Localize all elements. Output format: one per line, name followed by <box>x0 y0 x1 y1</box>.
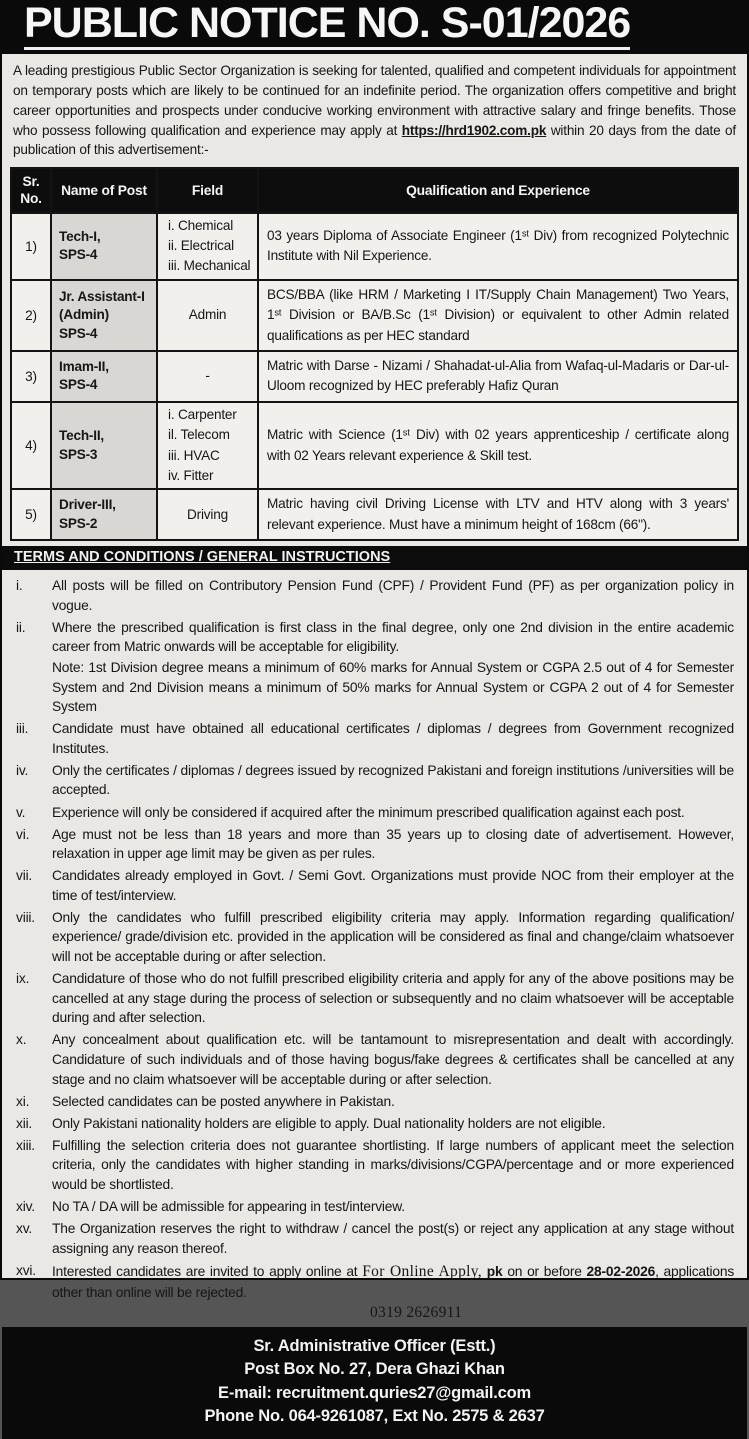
term-xvi-part2: on or before <box>507 1263 582 1279</box>
term-item-vi <box>16 825 734 864</box>
row-field: i. Carpenter il. Telecom iii. HVAC iv. Fitter <box>157 402 258 490</box>
term-item-xiv <box>16 1197 734 1217</box>
term-item-xvi <box>16 1261 734 1325</box>
term-numeral: i. <box>16 578 23 594</box>
row-qualification: Matric having civil Driving License with LTV and HTV along with 3 years' relevant experience. Must have a minimum height of 168cm (66"). <box>258 489 738 540</box>
row-sr-no: 3) <box>11 351 51 402</box>
term-numeral: vi. <box>16 826 30 842</box>
row-qualification: Matric with Darse - Nizami / Shahadat-ul-Alia from Wafaq-ul-Madaris or Dar-ul-Uloom recognized by HEC preferably Hafiz Quran <box>258 351 738 402</box>
intro-text-after-link: within 20 days from the date of publication of this advertisement:- <box>13 122 736 158</box>
term-text: Only the candidates who fulfill prescribed eligibility criteria may apply. Information regarding qualification/ experience/ grade/division etc. provided in the application will be considered as final and change/claim whatsoever will not be acceptable during or after selection. <box>52 909 734 965</box>
term-text: Age must not be less than 18 years and more than 35 years up to closing date of advertisement. However, relaxation in upper age limit may be given as per rules. <box>52 826 734 862</box>
posts-table <box>10 167 739 541</box>
term-item-v <box>16 803 734 823</box>
term-text-main: Where the prescribed qualification is first class in the final degree, only one 2nd division in the entire academic career from Matric onwards will be acceptable for eligibility. <box>52 619 734 655</box>
terms-heading: TERMS AND CONDITIONS / GENERAL INSTRUCTIONS <box>14 549 391 566</box>
table-row <box>11 489 738 540</box>
term-text: Candidature of those who do not fulfill prescribed eligibility criteria and apply for any of the above positions may be cancelled at any stage during the process of selection or subsequently and no claim whatsoever will be acceptable during and after selection. <box>52 971 734 1026</box>
closing-date: 28-02-2026 <box>586 1263 656 1279</box>
term-text: Selected candidates can be posted anywhere in Pakistan. <box>52 1093 395 1109</box>
term-text: All posts will be filled on Contributory Pension Fund (CPF) / Provident Fund (PF) as per organization policy in vogue. <box>52 578 734 613</box>
term-text: Only Pakistani nationality holders are eligible to apply. Dual nationality holders are not eligible. <box>52 1115 606 1131</box>
row-qualification: BCS/BBA (like HRM / Marketing I IT/Supply Chain Management) Two Years, 1ˢᵗ Division or BA/B.Sc (1ˢᵗ Division) or equivalent to other Admin related qualifications as per HEC standard <box>258 280 738 351</box>
col-header-name-of-post: Name of Post <box>51 168 157 212</box>
row-qualification: 03 years Diploma of Associate Engineer (1ˢᵗ Div) from recognized Polytechnic Institute with Nil Experience. <box>258 213 738 280</box>
term-numeral: xvi. <box>16 1262 36 1278</box>
term-item-xi <box>16 1092 734 1112</box>
term-numeral: viii. <box>16 909 35 925</box>
row-post-name: Tech-I, SPS-4 <box>51 213 157 280</box>
term-item-ix <box>16 969 734 1028</box>
term-item-iv <box>16 761 734 800</box>
term-xvi-pk: pk <box>486 1263 503 1279</box>
term-xvi-part3: , applications other than online will be rejected. <box>52 1263 735 1300</box>
row-post-name: Imam-II, SPS-4 <box>51 351 157 402</box>
row-field: Driving <box>157 489 258 540</box>
term-text <box>52 618 734 717</box>
term-text: Candidate must have obtained all educational certificates / diplomas / degrees from Government recognized Institutes. <box>52 721 734 756</box>
footer-officer-title: Sr. Administrative Officer (Estt.) <box>253 1336 496 1355</box>
row-sr-no: 5) <box>11 489 51 540</box>
term-item-viii <box>16 908 734 967</box>
term-text <box>52 1261 734 1325</box>
term-item-x <box>16 1030 734 1089</box>
col-header-qualification: Qualification and Experience <box>258 168 738 212</box>
col-header-sr-no: Sr. No. <box>11 168 51 212</box>
row-post-name: Jr. Assistant-I (Admin) SPS-4 <box>51 280 157 351</box>
row-sr-no: 1) <box>11 213 51 280</box>
phone-overlay-text: 0319 2626911 <box>370 1304 463 1322</box>
row-sr-no: 4) <box>11 402 51 490</box>
footer-phone: Phone No. 064-9261087, Ext No. 2575 & 2637 <box>204 1407 545 1426</box>
row-field: Admin <box>157 280 258 351</box>
table-row <box>11 280 738 351</box>
notice-header-bar <box>2 2 747 54</box>
footer-contact-block <box>2 1327 747 1439</box>
term-item-vii <box>16 866 734 905</box>
term-numeral: xv. <box>16 1221 33 1237</box>
term-numeral: xi. <box>16 1093 30 1109</box>
row-qualification: Matric with Science (1ˢᵗ Div) with 02 years apprenticeship / certificate along with 02 Years relevant experience & Skill test. <box>258 402 738 490</box>
terms-heading-bar <box>2 546 747 570</box>
term-item-iii <box>16 719 734 758</box>
term-numeral: v. <box>16 804 26 820</box>
term-numeral: iv. <box>16 762 29 778</box>
term-text: Experience will only be considered if acquired after the minimum prescribed qualification against each post. <box>52 804 685 820</box>
footer-email: E-mail: recruitment.quries27@gmail.com <box>218 1383 531 1402</box>
online-apply-overlay-text: For Online Apply, <box>362 1262 482 1280</box>
table-header-row <box>11 168 738 212</box>
row-post-name: Driver-III, SPS-2 <box>51 489 157 540</box>
term-note: Note: 1st Division degree means a minimum of 60% marks for Annual System or CGPA 2.5 out of 4 for Semester System and 2nd Division means a minimum of 50% marks for Annual System or CGPA 2 out of 4 for Semester System <box>52 659 734 715</box>
term-item-ii <box>16 618 734 717</box>
table-row <box>11 351 738 402</box>
term-text: No TA / DA will be admissible for appearing in test/interview. <box>52 1199 405 1214</box>
term-numeral: x. <box>16 1032 27 1048</box>
term-text: Fulfilling the selection criteria does not guarantee shortlisting. If large numbers of applicant meet the selection criteria, only the candidates with higher standing in marks/divisions/CGPA/percentage and or more experienced would be shortlisted. <box>52 1137 734 1192</box>
term-item-xiii <box>16 1136 734 1195</box>
term-xvi-part1: Interested candidates are invited to apply online at <box>52 1263 358 1279</box>
term-numeral: xiii. <box>16 1137 35 1153</box>
page-title: PUBLIC NOTICE NO. S-01/2026 <box>24 2 630 50</box>
table-row <box>11 213 738 280</box>
term-numeral: ii. <box>16 619 26 635</box>
term-numeral: vii. <box>16 868 33 884</box>
row-sr-no: 2) <box>11 280 51 351</box>
apply-url-link[interactable]: https://hrd1902.com.pk <box>401 122 547 138</box>
term-text: The Organization reserves the right to withdraw / cancel the post(s) or reject any application at any stage without assigning any reason thereof. <box>52 1221 734 1256</box>
intro-text-before-link: A leading prestigious Public Sector Organization is seeking for talented, qualified and competent individuals for appointment on temporary posts which are likely to be continued for an indefinite period. The organization offers competitive and bright career opportunities and prospects under conducive working environment with attractive salary and fringe benefits. Those who possess following qualification and experience may apply at <box>13 63 736 138</box>
term-numeral: iii. <box>16 721 29 737</box>
term-item-xii <box>16 1114 734 1134</box>
row-field: - <box>157 351 258 402</box>
row-post-name: Tech-II, SPS-3 <box>51 402 157 490</box>
term-item-i <box>16 576 734 615</box>
term-text: Only the certificates / diplomas / degrees issued by recognized Pakistani and foreign institutions /universities will be accepted. <box>52 762 734 798</box>
term-text: Any concealment about qualification etc. will be tantamount to misrepresentation and dealt with accordingly. Candidature of such individuals and of those having bogus/fake degrees & certificates shall be cancelled at any stage and no claim whatsoever will be acceptable during or after selection. <box>52 1032 734 1087</box>
term-numeral: xii. <box>16 1115 33 1131</box>
intro-paragraph <box>2 54 747 165</box>
terms-list <box>2 570 747 1327</box>
term-numeral: xiv. <box>16 1199 35 1214</box>
term-numeral: ix. <box>16 971 30 987</box>
footer-postal-address: Post Box No. 27, Dera Ghazi Khan <box>244 1360 505 1379</box>
row-field: i. Chemical ii. Electrical iii. Mechanical <box>157 213 258 280</box>
term-item-xv <box>16 1219 734 1258</box>
col-header-field: Field <box>157 168 258 212</box>
term-text: Candidates already employed in Govt. / Semi Govt. Organizations must provide NOC from their employer at the time of test/interview. <box>52 868 734 903</box>
table-row <box>11 402 738 490</box>
